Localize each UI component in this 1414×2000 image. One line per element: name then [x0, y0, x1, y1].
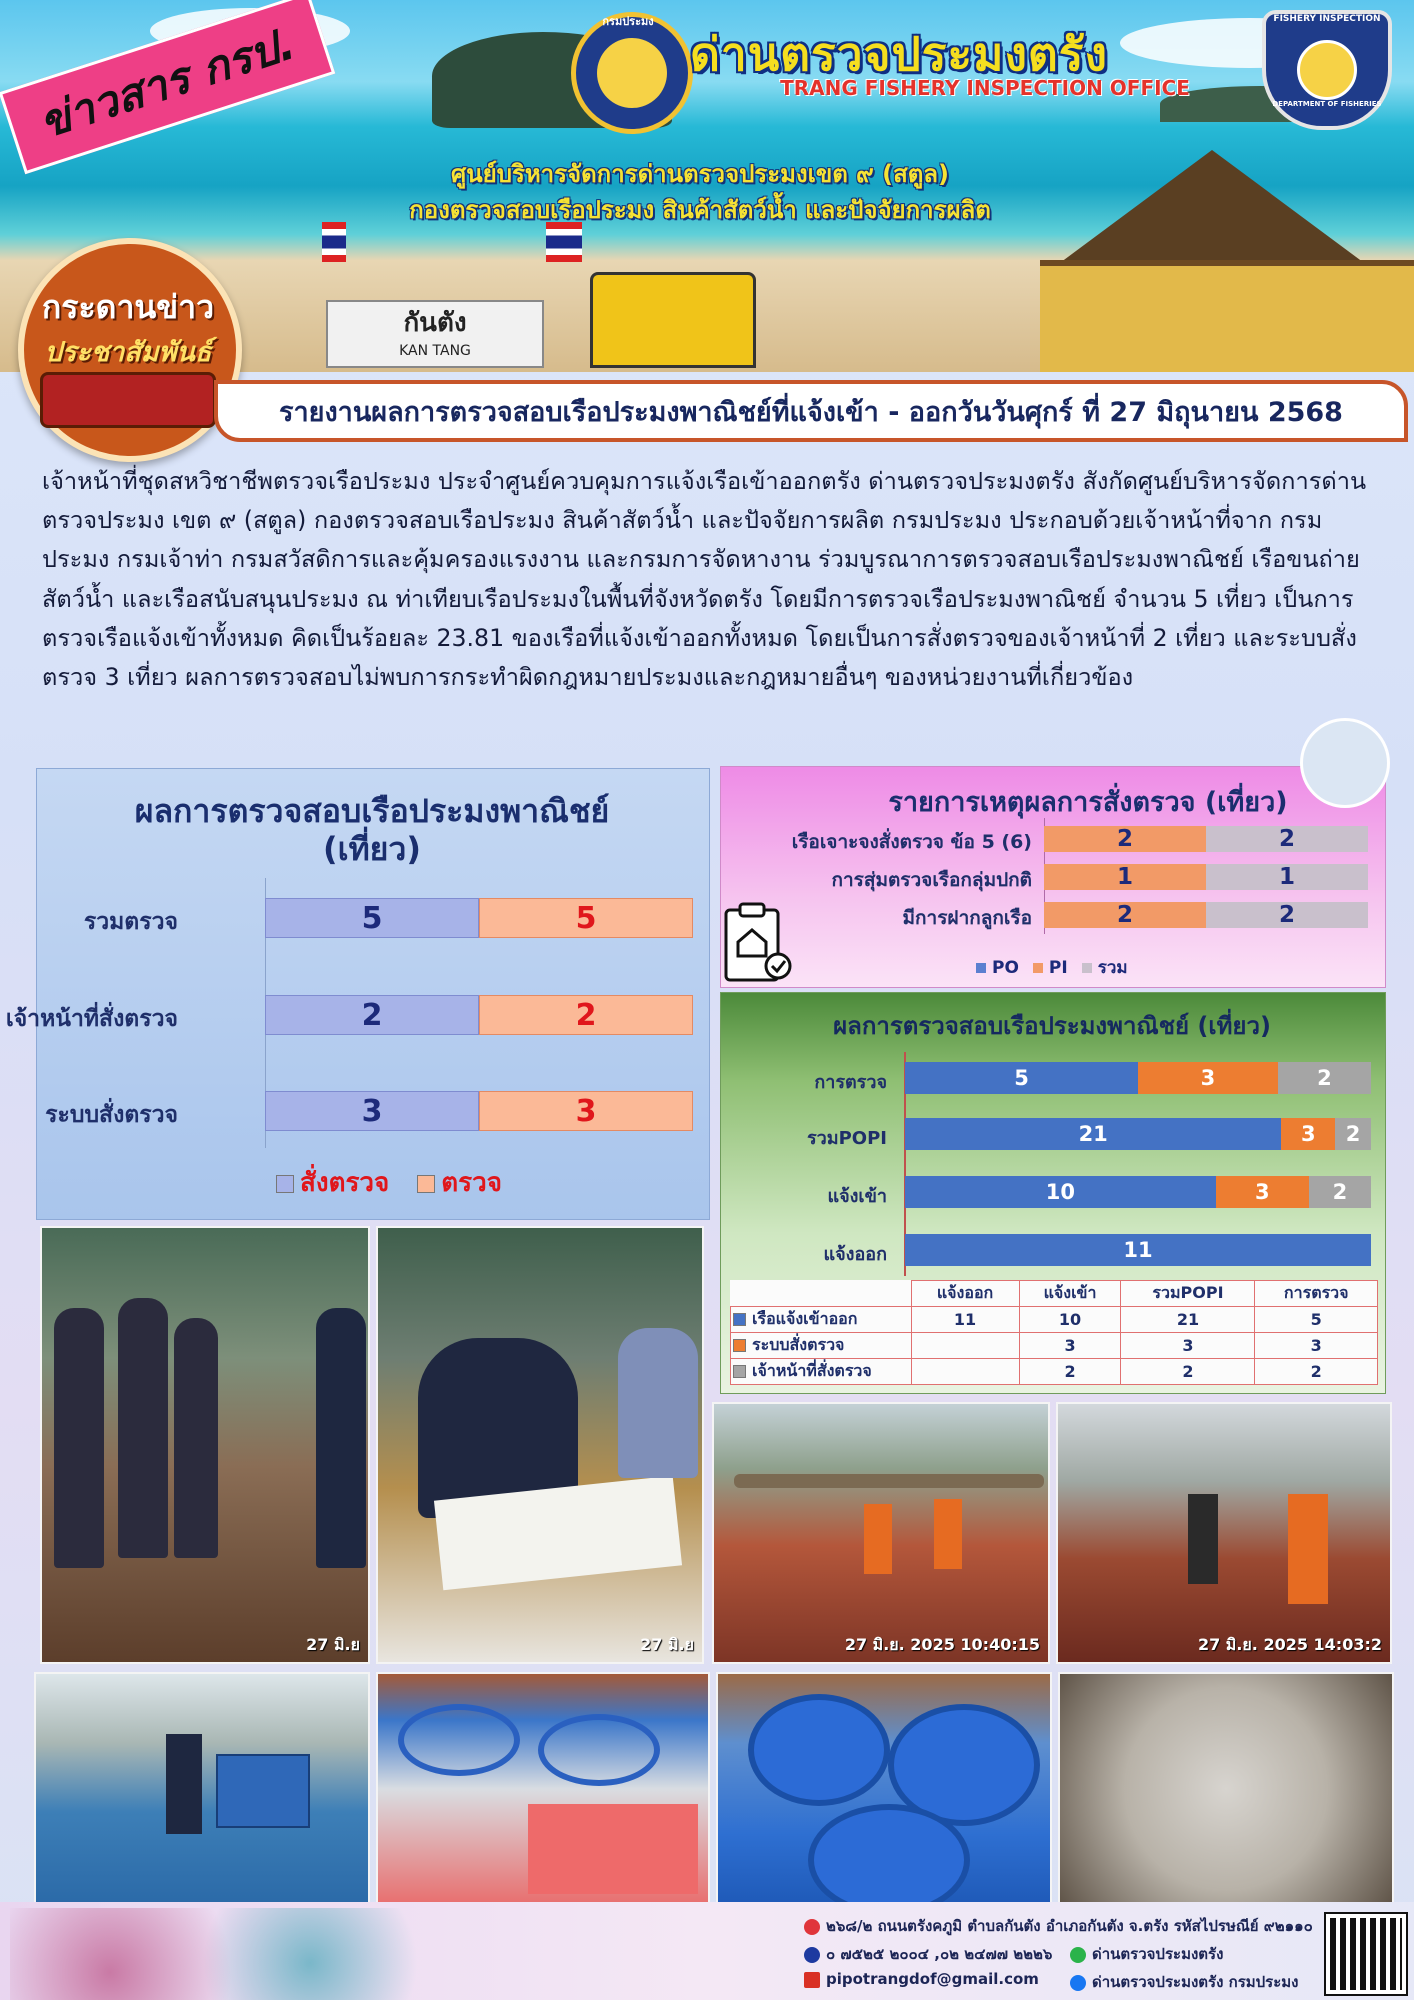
table-cell: 3 — [1121, 1333, 1255, 1359]
chart1-bar-segment: 3 — [479, 1091, 693, 1131]
chart2-title: รายการเหตุผลการสั่งตรวจ (เที่ยว) — [888, 787, 1288, 818]
chart3-bar-segment: 3 — [1216, 1176, 1309, 1208]
photo-blue-tanks — [716, 1672, 1052, 1906]
photo-timestamp: 27 มิ.ย — [306, 1635, 360, 1654]
station-name-en: KAN TANG — [399, 343, 471, 359]
chart3-data-table — [730, 1280, 1378, 1385]
chart2-category-label: มีการฝากลูกเรือ — [902, 907, 1032, 929]
chart1-bar-segment: 5 — [479, 898, 693, 938]
chart1-category-label: รวมตรวจ — [83, 909, 178, 935]
table-column-header: แจ้งเข้า — [1019, 1281, 1121, 1307]
pavilion-body — [1040, 260, 1414, 372]
header-subtitle-line1: ศูนย์บริหารจัดการด่านตรวจประมงเขต ๙ (สตูล) — [451, 160, 949, 188]
legend-label: รวม — [1097, 958, 1128, 978]
chart2-bar-segment: 1 — [1206, 864, 1368, 890]
train-illustration — [590, 272, 756, 368]
footer-facebook-text[interactable]: ด่านตรวจประมงตรัง กรมประมง — [1092, 1973, 1299, 1991]
table-cell: 2 — [1255, 1359, 1378, 1385]
table-corner-cell — [731, 1281, 912, 1307]
office-title-th: ด่านตรวจประมงตรัง — [690, 27, 1108, 81]
photo-boat-cargo-boxes — [34, 1672, 370, 1906]
footer-phone — [804, 1942, 1052, 1966]
footer-address-text: ๒๖๘/๒ ถนนตรังคภูมิ ตำบลกันตัง อำเภอกันตัง จ.ตรัง รหัสไปรษณีย์ ๙๒๑๑๐ — [826, 1917, 1313, 1935]
legend-item — [276, 1168, 389, 1198]
table-row-label: ระบบสั่งตรวจ — [752, 1335, 845, 1354]
photo-officer-paperwork — [376, 1226, 704, 1664]
table-cell: 21 — [1121, 1307, 1255, 1333]
table-cell: 3 — [1019, 1333, 1121, 1359]
chart3-category-label: รวมPOPI — [806, 1128, 887, 1149]
table-cell: 3 — [1255, 1333, 1378, 1359]
chart1-bar-segment: 3 — [265, 1091, 479, 1131]
chart1-bar-segment: 2 — [265, 995, 479, 1035]
facebook-icon — [1070, 1975, 1086, 1991]
photo-fish-baskets — [376, 1672, 710, 1906]
table-row-header — [731, 1359, 912, 1385]
line-icon — [1070, 1947, 1086, 1963]
chart3-bar-segment: 3 — [1281, 1118, 1335, 1150]
photo-officers-pier — [40, 1226, 370, 1664]
table-cell: 5 — [1255, 1307, 1378, 1333]
chart3-title: ผลการตรวจสอบเรือประมงพาณิชย์ (เที่ยว) — [833, 1012, 1271, 1040]
chart3-category-label: การตรวจ — [814, 1072, 887, 1093]
photo-fish-hold — [1058, 1672, 1394, 1906]
chart3-bar-segment: 2 — [1335, 1118, 1371, 1150]
table-row-header — [731, 1333, 912, 1359]
report-title-bar — [214, 380, 1408, 442]
legend-label: PI — [1048, 958, 1068, 978]
legend-swatch-icon — [417, 1175, 435, 1193]
footer-contact-bar — [0, 1902, 1414, 2000]
station-sign — [326, 300, 544, 368]
chart1-bar-segment: 2 — [479, 995, 693, 1035]
office-title-en: TRANG FISHERY INSPECTION OFFICE — [780, 76, 1190, 100]
clipboard-icon — [722, 900, 794, 986]
table-row-label: เจ้าหน้าที่สั่งตรวจ — [752, 1361, 872, 1380]
email-icon — [804, 1972, 820, 1988]
chart3-bar-segment: 5 — [905, 1062, 1138, 1094]
legend-item — [417, 1168, 502, 1198]
news-board-subtitle: ประชาสัมพันธ์ — [44, 337, 212, 368]
department-seal-icon — [571, 12, 693, 134]
chart3-bar-segment: 11 — [905, 1234, 1371, 1266]
table-row — [731, 1333, 1378, 1359]
footer-line-text[interactable]: ด่านตรวจประมงตรัง — [1092, 1945, 1224, 1963]
photo-boat-deck-crew — [712, 1402, 1050, 1664]
chart2-category-label: การสุ่มตรวจเรือกลุ่มปกติ — [831, 869, 1032, 891]
table-column-header: การตรวจ — [1255, 1281, 1378, 1307]
chart1-title: ผลการตรวจสอบเรือประมงพาณิชย์ — [134, 792, 610, 830]
legend-label: ตรวจ — [441, 1168, 502, 1198]
chart3-bar-segment: 3 — [1138, 1062, 1278, 1094]
train-icon — [40, 372, 216, 428]
table-cell: 10 — [1019, 1307, 1121, 1333]
table-cell: 11 — [911, 1307, 1019, 1333]
chart2-bar-segment: 2 — [1206, 902, 1368, 928]
phone-icon — [804, 1947, 820, 1963]
legend-label: สั่งตรวจ — [300, 1168, 390, 1198]
chart3-bar-segment: 2 — [1278, 1062, 1371, 1094]
table-column-header: แจ้งออก — [911, 1281, 1019, 1307]
chart1-title-unit: (เที่ยว) — [323, 830, 421, 868]
photo-timestamp: 27 มิ.ย. 2025 14:03:2 — [1197, 1635, 1382, 1654]
photo-timestamp: 27 มิ.ย. 2025 10:40:15 — [844, 1635, 1040, 1654]
seal-left-text: กรมประมง — [602, 15, 654, 28]
photo-boat-inspection — [1056, 1402, 1392, 1664]
news-badge-label: ข่าวสาร กรป. — [33, 18, 302, 149]
station-name-th: กันตัง — [403, 308, 467, 338]
table-row-label: เรือแจ้งเข้าออก — [752, 1309, 858, 1328]
legend-label: PO — [992, 958, 1019, 978]
photo-timestamp: 27 มิ.ย — [640, 1635, 694, 1654]
chart2-category-label: เรือเจาะจงสั่งตรวจ ข้อ 5 (6) — [791, 831, 1032, 853]
table-row-header — [731, 1307, 912, 1333]
legend-swatch-icon — [276, 1175, 294, 1193]
table-column-header: รวมPOPI — [1121, 1281, 1255, 1307]
table-header-row — [731, 1281, 1378, 1307]
footer-email-text[interactable]: pipotrangdof@gmail.com — [826, 1970, 1039, 1988]
table-cell — [911, 1359, 1019, 1385]
table-row — [731, 1307, 1378, 1333]
legend-swatch-icon — [733, 1313, 746, 1326]
report-paragraph: เจ้าหน้าที่ชุดสหวิชาชีพตรวจเรือประมง ประจำศูนย์ควบคุมการแจ้งเรือเข้าออกตรัง ด่านตรวจประมงตรัง สังกัดศูนย์บริหารจัดการด่านตรวจประมง เขต ๙ (สตูล) กองตรวจสอบเรือประมง สินค้าสัตว์น้ำ และปัจจัยการผลิต กรมประมง ประกอบด้วยเจ้าหน้าที่จาก กรมประมง กรมเจ้าท่า กรมสวัสดิการและคุ้มครองแรงงาน และกรมการจัดหางาน ร่วมบูรณาการตรวจสอบเรือประมงพาณิชย์ เรือขนถ่ายสัตว์น้ำ และเรือสนับสนุนประมง ณ ท่าเทียบเรือประมงในพื้นที่จังหวัดตรัง โดยมีการตรวจเรือประมงพาณิชย์ จำนวน 5 เที่ยว เป็นการตรวจเรือแจ้งเข้าทั้งหมด คิดเป็นร้อยละ 23.81 ของเรือที่แจ้งเข้าออกทั้งหมด โดยเป็นการสั่งตรวจของเจ้าหน้าที่ 2 เที่ยว และระบบสั่งตรวจ 3 เที่ยว ผลการตรวจสอบไม่พบการกระทำผิดกฎหมายประมงและกฎหมายอื่นๆ ของหน่วยงานที่เกี่ยวข้อง — [42, 467, 1367, 692]
table-cell: 2 — [1121, 1359, 1255, 1385]
footer-facebook[interactable] — [1070, 1970, 1299, 1994]
shield-bottom-text: DEPARTMENT OF FISHERIES — [1272, 100, 1382, 108]
table-cell — [911, 1333, 1019, 1359]
inspection-summary-chart-layer — [5, 768, 708, 1218]
footer-email[interactable] — [804, 1970, 1039, 1988]
location-pin-icon — [804, 1919, 820, 1935]
footer-phone-text: ๐ ๗๕๒๕ ๒๐๐๔ ,๐๒ ๒๔๗๗ ๒๒๒๖ — [826, 1945, 1053, 1963]
header-subtitle-line2: กองตรวจสอบเรือประมง สินค้าสัตว์น้ำ และปัจจัยการผลิต — [409, 196, 991, 224]
chart1-bar-segment: 5 — [265, 898, 479, 938]
chart2-bar-segment: 2 — [1044, 826, 1206, 852]
fishery-inspection-shield-icon — [1262, 10, 1392, 130]
news-board-title: กระดานข่าว — [41, 288, 215, 326]
table-row — [731, 1359, 1378, 1385]
manatee-mascot-icon — [1300, 718, 1390, 808]
table-cell: 2 — [1019, 1359, 1121, 1385]
coral-decoration — [10, 1908, 510, 2000]
chart3-bar-segment: 2 — [1309, 1176, 1371, 1208]
qr-code-icon[interactable] — [1326, 1914, 1406, 1994]
report-title: รายงานผลการตรวจสอบเรือประมงพาณิชย์ที่แจ้งเข้า - ออกวันวันศุกร์ ที่ 27 มิถุนายน 2568 — [279, 396, 1343, 428]
legend-swatch-icon — [733, 1339, 746, 1352]
footer-address — [804, 1914, 1313, 1938]
legend-swatch-icon — [733, 1365, 746, 1378]
chart3-category-label: แจ้งออก — [823, 1244, 887, 1265]
chart2-bar-segment: 1 — [1044, 864, 1206, 890]
chart1-category-label: ระบบสั่งตรวจ — [45, 1102, 178, 1128]
chart3-bar-segment: 21 — [905, 1118, 1281, 1150]
chart3-bar-segment: 10 — [905, 1176, 1216, 1208]
chart1-legend — [276, 1162, 530, 1203]
chart2-bar-segment: 2 — [1206, 826, 1368, 852]
chart1-category-label: เจ้าหน้าที่สั่งตรวจ — [5, 1006, 178, 1032]
shield-top-text: FISHERY INSPECTION — [1273, 14, 1381, 24]
chart2-bar-segment: 2 — [1044, 902, 1206, 928]
chart3-axis — [904, 1052, 906, 1276]
chart3-category-label: แจ้งเข้า — [827, 1186, 887, 1207]
footer-line[interactable] — [1070, 1942, 1223, 1966]
